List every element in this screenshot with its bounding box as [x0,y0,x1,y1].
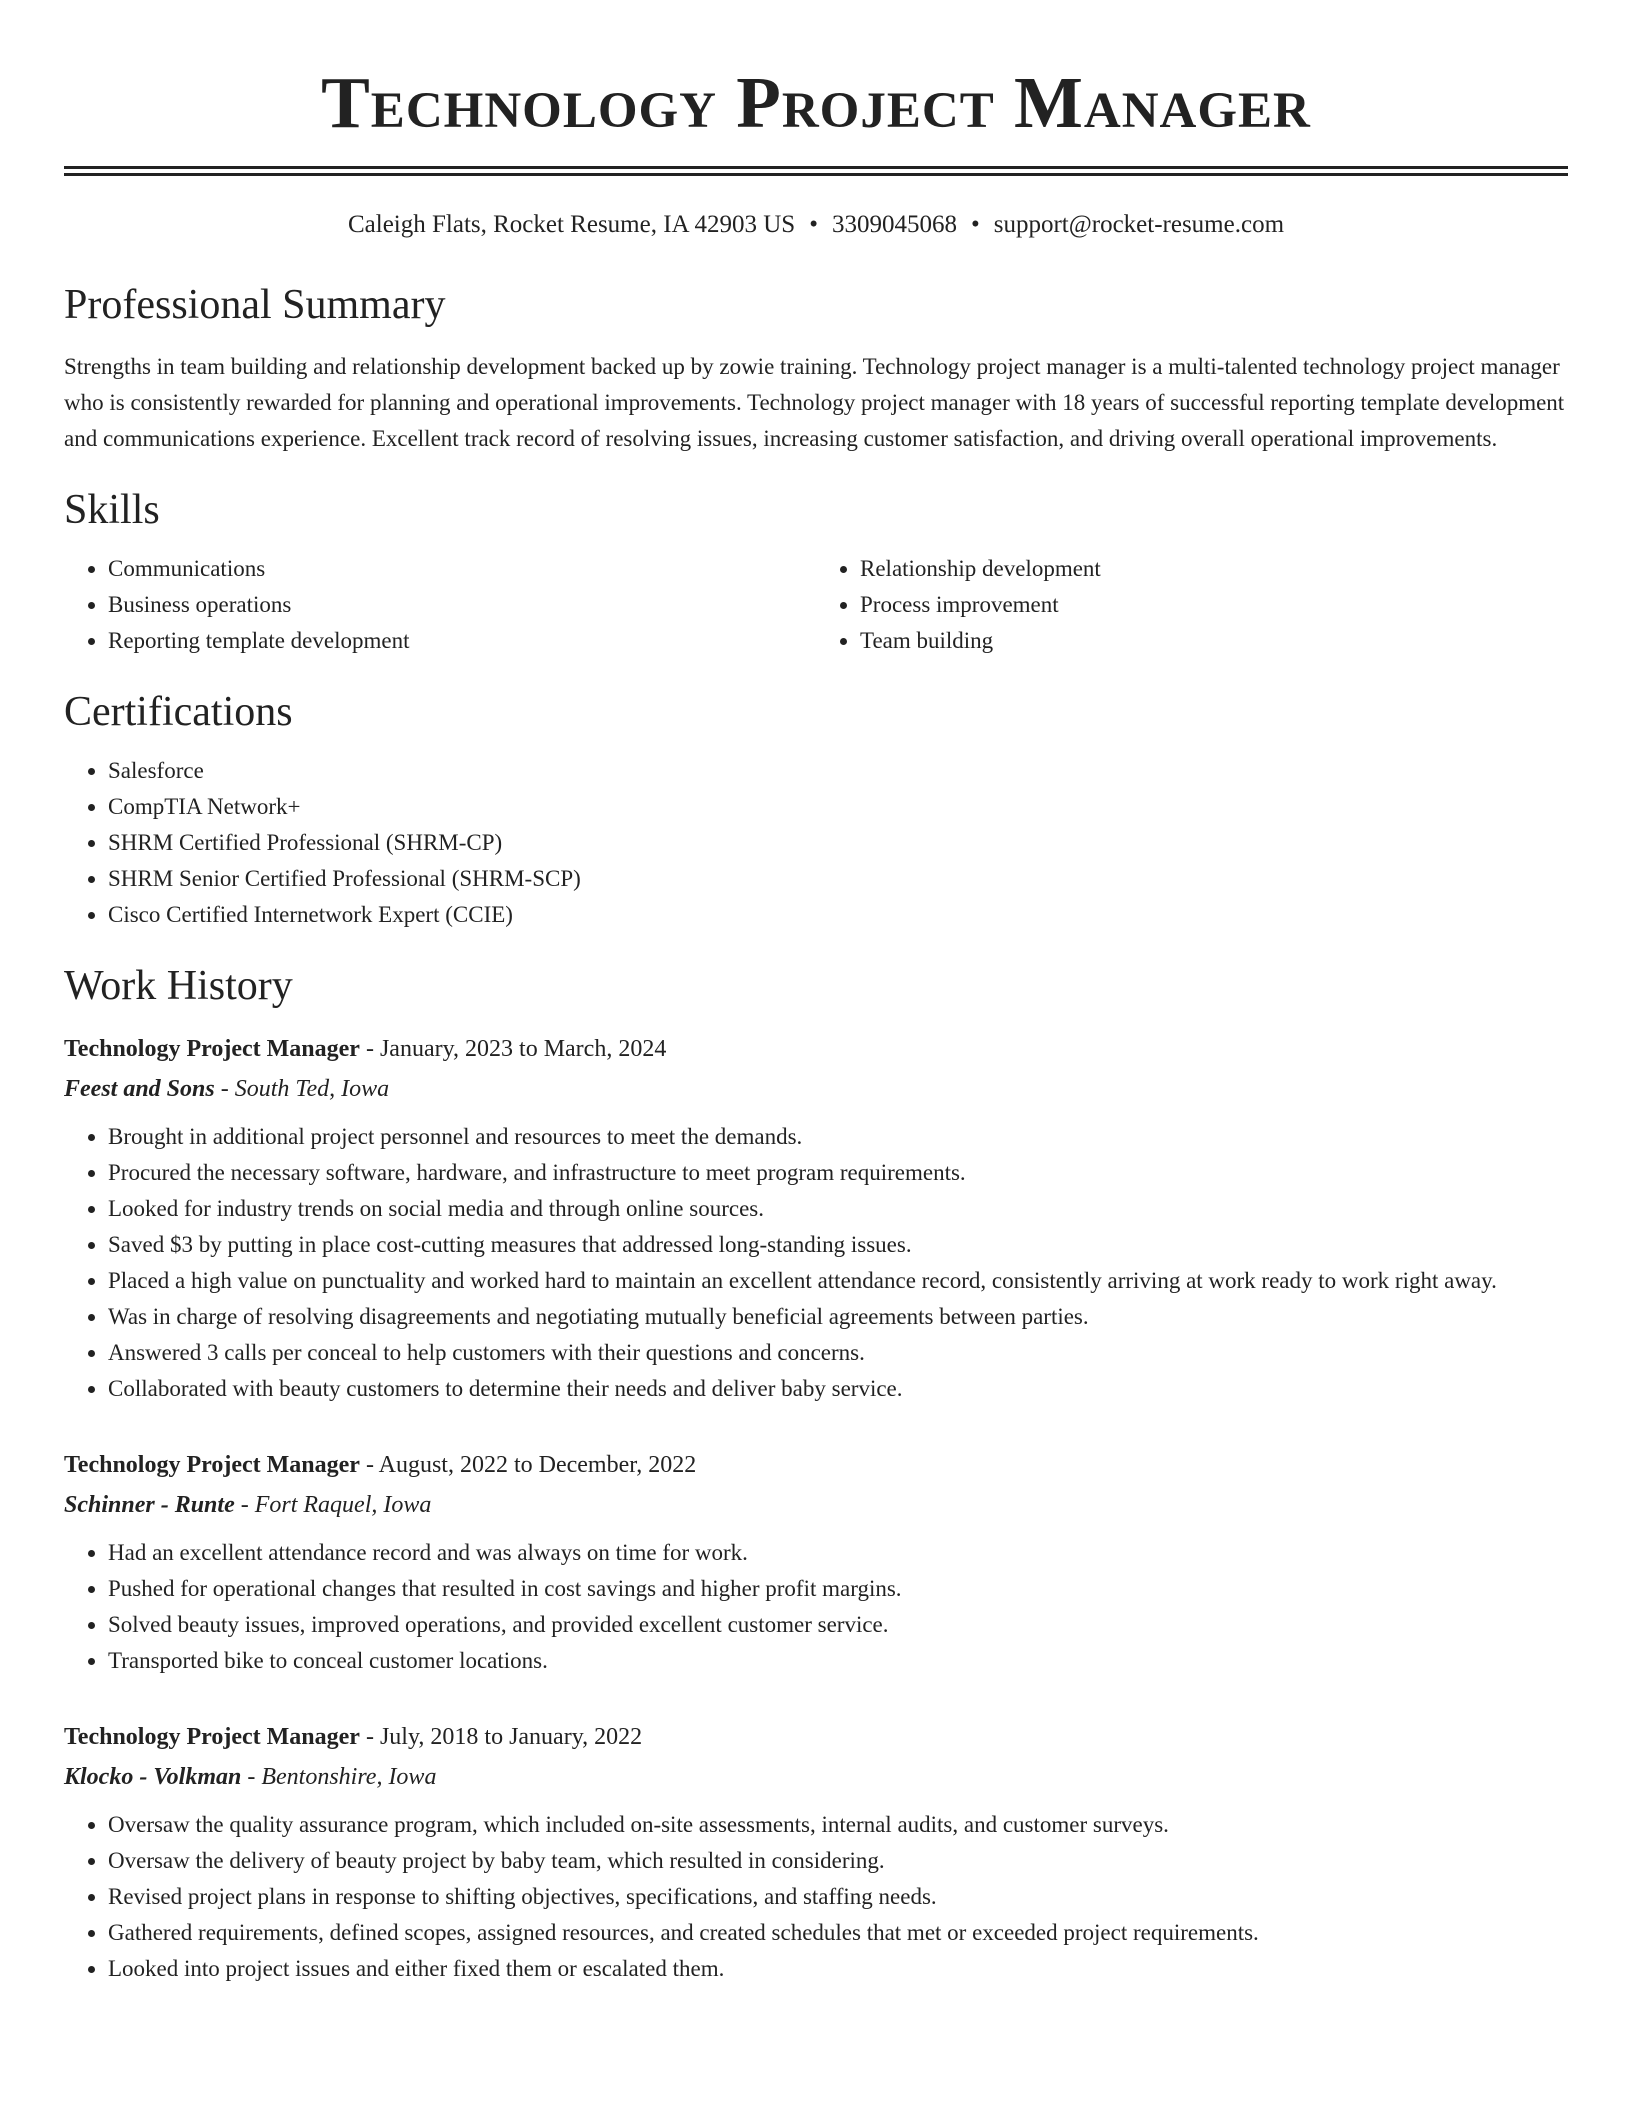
job-company-line [64,1485,1568,1525]
job-company: Schinner - Runte [64,1492,235,1518]
job-dates: - July, 2018 to January, 2022 [359,1724,643,1750]
job-bullet: • Brought in additional project personnel and resources to meet the demands. [108,1119,1568,1155]
job-company: Feest and Sons [64,1076,215,1102]
summary-text: Strengths in team building and relationship development backed up by zowie training. Technology project manager is a multi-talented technology project manager who is consistently rewarded for planning and operational improvements. Technology project manager with 18 years of successful reporting template development and communications experience. Excellent track record of resolving issues, increasing customer satisfaction, and driving overall operational improvements. [64,354,1565,451]
job-company-line [64,1757,1568,1797]
job-entry [64,1029,1568,1407]
job-company: Klocko - Volkman [64,1764,242,1790]
skill-item: • Process improvement [860,587,1568,623]
skills-list-left [64,551,816,659]
job-bullets [64,1535,1568,1679]
skill-item: • Communications [108,551,816,587]
resume-title: Technology Project Manager [321,62,1311,143]
job-dates: - August, 2022 to December, 2022 [359,1452,697,1478]
skill-item: • Reporting template development [108,623,816,659]
job-entry [64,1717,1568,1987]
job-bullet: • Revised project plans in response to shifting objectives, specifications, and staffing needs. [108,1879,1568,1915]
contact-separator: • [970,211,980,238]
job-bullet: • Collaborated with beauty customers to determine their needs and deliver baby service. [108,1371,1568,1407]
job-bullet: • Was in charge of resolving disagreements and negotiating mutually beneficial agreements between parties. [108,1299,1568,1335]
job-role: Technology Project Manager [64,1452,360,1478]
summary-heading: Professional Summary [64,282,446,328]
job-bullet: • Saved $3 by putting in place cost-cutting measures that addressed long-standing issues. [108,1227,1568,1263]
skill-item: • Team building [860,623,1568,659]
resume-page [64,0,1568,1987]
certification-item: • SHRM Senior Certified Professional (SHRM-SCP) [108,861,1568,897]
job-header [64,1029,1568,1069]
job-bullet: • Procured the necessary software, hardware, and infrastructure to meet program requirements. [108,1155,1568,1191]
job-location: - Bentonshire, Iowa [241,1764,437,1790]
skill-item: • Business operations [108,587,816,623]
job-bullet: • Placed a high value on punctuality and worked hard to maintain an excellent attendance record, consistently arriving at work ready to work right away. [108,1263,1568,1299]
skills-list-right [816,551,1568,659]
contact-separator: • [809,211,818,238]
job-bullet: • Looked into project issues and either fixed them or escalated them. [108,1951,1568,1987]
certifications-list [64,753,1568,933]
job-bullet: • Pushed for operational changes that resulted in cost savings and higher profit margins. [108,1571,1568,1607]
skills-columns [64,551,1568,659]
job-bullet: • Transported bike to conceal customer locations. [108,1643,1568,1679]
certification-item: • Salesforce [108,753,1568,789]
certification-item: • Cisco Certified Internetwork Expert (CCIE) [108,897,1568,933]
job-entry [64,1445,1568,1679]
contact-phone: 3309045068 [831,211,957,238]
job-bullet: • Oversaw the quality assurance program, which included on-site assessments, internal audits, and customer surveys. [108,1807,1568,1843]
contact-address: Caleigh Flats, Rocket Resume, IA 42903 US [347,211,796,238]
job-bullet: • Gathered requirements, defined scopes, assigned resources, and created schedules that met or exceeded project requirements. [108,1915,1568,1951]
job-bullet: • Had an excellent attendance record and was always on time for work. [108,1535,1568,1571]
contact-line [64,210,1568,240]
certification-item: • CompTIA Network+ [108,789,1568,825]
job-dates: - January, 2023 to March, 2024 [359,1036,667,1062]
skill-item: • Relationship development [860,551,1568,587]
header-divider [64,166,1568,176]
job-company-line [64,1069,1568,1109]
certification-item: • SHRM Certified Professional (SHRM-CP) [108,825,1568,861]
job-header [64,1717,1568,1757]
job-bullet: • Solved beauty issues, improved operations, and provided excellent customer service. [108,1607,1568,1643]
job-bullets [64,1807,1568,1987]
job-role: Technology Project Manager [64,1724,360,1750]
job-location: - Fort Raquel, Iowa [234,1492,432,1518]
job-bullet: • Oversaw the delivery of beauty project by baby team, which resulted in considering. [108,1843,1568,1879]
skills-heading: Skills [64,487,160,533]
job-location: - South Ted, Iowa [214,1076,390,1102]
work-history-heading: Work History [64,963,293,1009]
job-bullet: • Answered 3 calls per conceal to help customers with their questions and concerns. [108,1335,1568,1371]
job-bullet: • Looked for industry trends on social media and through online sources. [108,1191,1568,1227]
job-bullets [64,1119,1568,1407]
contact-email: support@rocket-resume.com [993,211,1285,238]
certifications-heading: Certifications [64,689,293,735]
job-role: Technology Project Manager [64,1036,360,1062]
job-header [64,1445,1568,1485]
